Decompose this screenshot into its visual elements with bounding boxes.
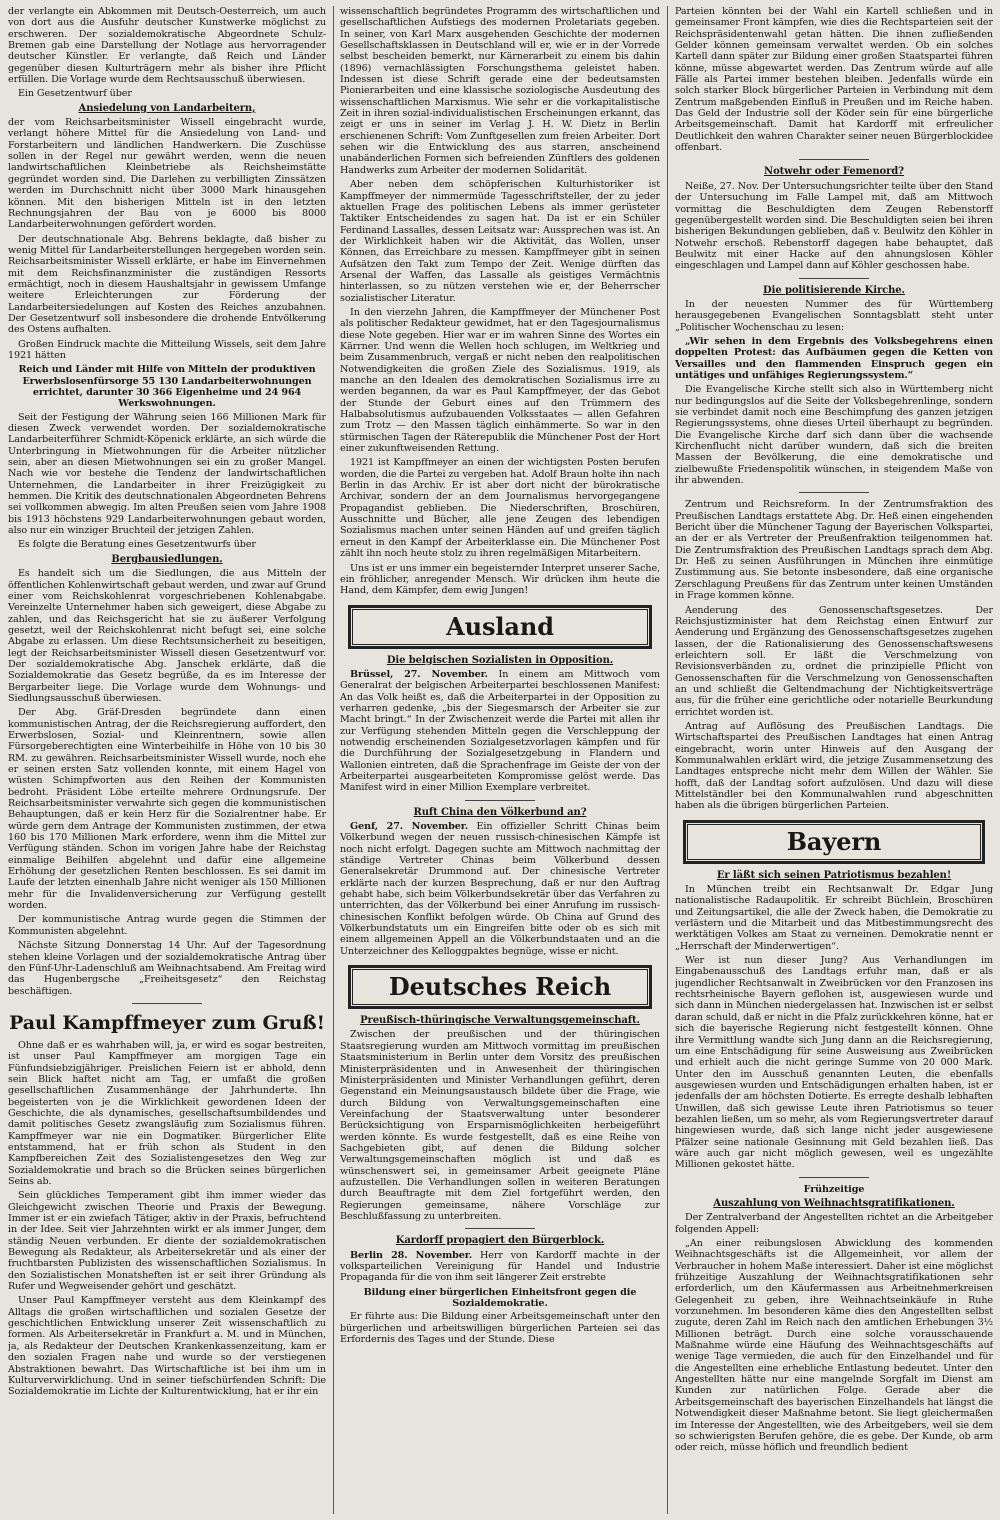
section-heading: Kardorff propagiert den Bürgerblock. — [395, 1235, 605, 1247]
paragraph: Es handelt sich um die Siedlungen, die aus Mitteln der öffentlichen Kohlenwirtschaft gebaut werden, und zwar auf Grund einer vom Reichskohlenrat vorgeschriebenen Kohlenabgabe. Vereinzelte Unternehmer haben sich geweigert, diese Abgabe zu zahlen, und das Reichsgericht hat sie zu äußerer Verfolgung gesetzt, weil der Reichskohlenrat nicht befugt sei, eine solche Abgabe zu erlassen. Um diese Rechtsunsicherheit zu beseitigen, legt der Reichsarbeitsminister Wissell diesen Gesetzentwurf vor. Der sozialdemokratische Abg. Janschek erklärte, daß die Sozialdemokratie das Gesetz begrüße, da es im Interesse der Bergarbeiter liege. Die Vorlage wurde dem Wohnungs- und Siedlungsausschuß überwiesen. — [8, 568, 326, 704]
section-heading: Bergbausiedlungen. — [111, 553, 223, 565]
paragraph: Unser Paul Kampffmeyer versteht aus dem Kleinkampf des Alltags die großen wirtschaftlichen und sozialen Gesetze der geschichtlichen Entwicklung unserer Zeit wissenschaftlich zu formen. Als Arbeitersekretär in Frankfurt a. M. und in München, ja, als Redakteur der Deutschen Krankenkassenzeitung, kam er den sozialen Fragen nahe und wurde so der verstiegenen Abstraktionen bewahrt. Das Wirtschaftliche ist bei ihm um in Kulturverwirklichung. Und in seiner tiefschürfenden Schrift: Die Sozialdemokratie im Lichte der Kulturentwicklung, hat er ihr ein — [8, 1295, 326, 1398]
section-heading: Notwehr oder Femenord? — [764, 166, 904, 178]
column-right — [675, 6, 993, 1514]
section-box-deutsches-reich: Deutsches Reich — [348, 965, 652, 1009]
column-rule — [333, 6, 334, 1514]
section-box-bayern: Bayern — [683, 820, 985, 864]
divider — [799, 1177, 869, 1178]
paragraph: Neiße, 27. Nov. Der Untersuchungsrichter teilte über den Stand der Untersuchung im Falle Lampel mit, daß am Mittwoch vormittag die Beschuldigten dem Zeugen Rebenstorff gegenübergestellt worden sind. Die Beschuldigten seien bei ihren bisherigen Bekundungen geblieben, daß v. Beulwitz den Köhler in Notwehr erschoß. Rebenstorff dagegen habe behauptet, daß Beulwitz mit einer Hacke auf den ahnungslosen Köhler eingeschlagen und Lampel dann auf Köhler geschossen habe. — [675, 180, 993, 272]
dateline: Berlin 28. November. — [350, 1249, 473, 1261]
paragraph: Der Zentralverband der Angestellten richtet an die Arbeitgeber folgenden Appell: — [675, 1212, 993, 1235]
section-box-ausland: Ausland — [348, 605, 652, 649]
paragraph: wissenschaftlich begründetes Programm des wirtschaftlichen und gesellschaftlichen Aufstiegs des modernen Proletariats gegeben. In seiner, von Karl Marx ausgehenden Geschichte der modernen Gesellschaftsklassen in Deutschland will er, wie er in der Vorrede selbst bescheiden bemerkt, nur Kärnerarbeit zu einem bis dahin (1896) vernachlässigten Forschungsthema geleistet haben. Indessen ist diese Schrift gerade eine der bedeutsamsten Pionierarbeiten und eine klassische soziologische Ausdeutung des wissenschaftlichen Marxismus. Wie sehr er die vorkapitalistische Zeit in ihren sozial-individualistischen Erscheinungen erkannt, das zeigt er uns in seiner im Verlag J. H. W. Dietz in Berlin erschienenen Schrift: Vom Zunftgesellen zum freien Arbeiter. Dort sehen wir die Entwicklung des aus starren, anscheinend unabänderlichen Formen sich befreienden Zünftlers des goldenen Handwerks zum Arbeiter der modernen Solidarität. — [340, 6, 660, 176]
paragraph: In einem am Mittwoch vom Generalrat der belgischen Arbeiterpartei beschlossenen Manifest: An das Volk heißt es, daß die Arbeiterpartei in der Opposition zu verharren gedenke, „bis der Siegesmarsch der Arbeiter sie zur Macht bringt.“ In der Zwischenzeit werde die Partei mit allen ihr zur Verfügung stehenden Mitteln gegen die Verschleppung der notwendig erscheinenden Sozialgesetzvorlagen kämpfen und für die Durchführung der Sozialgesetzgebung in Flandern und Wallonien eintreten, daß die Sprachenfrage im Geiste der von der Arbeiterpartei ausgearbeiteten Kompromisse gelöst werde. Das Manifest wird in einer Million Exemplare verbreitet. — [340, 668, 660, 794]
paragraph: Der deutschnationale Abg. Behrens beklagte, daß bisher zu wenig Mittel für Landarbeiterstellungen hergegeben worden sein. Reichsarbeitsminister Wissell erklärte, er habe im Einvernehmen mit dem Reichsfinanzminister die zuständigen Ressorts ermächtigt, noch in diesem Haushaltsjahr in gewissem Umfange weitere Erleichterungen zur Förderung der Landarbeitersiedelungen auf Kosten des Reiches anzubahnen. Der Gesetzentwurf soll insbesondere die drohende Entvölkerung des Ostens aufhalten. — [8, 233, 326, 336]
section-heading: Die politisierende Kirche. — [763, 284, 905, 296]
divider — [465, 800, 535, 801]
divider — [132, 1003, 202, 1004]
dateline: Genf, 27. November. — [350, 821, 469, 832]
highlight-statement: Reich und Länder mit Hilfe von Mitteln der produktiven Erwerbslosenfürsorge 55 130 Landarbeiterwohnungen errichtet, darunter 30 366 Eigenheime und 24 964 Werkswohnungen. — [18, 364, 316, 410]
paragraph: Großen Eindruck machte die Mitteilung Wissels, seit dem Jahre 1921 hätten — [8, 338, 326, 361]
paragraph: Zentrum und Reichsreform. In der Zentrumsfraktion des Preußischen Landtags erstattete Abg. Dr. Heß einen eingehenden Bericht über die Münchener Tagung der Bayerischen Volkspartei, an der er als Vertreter der Preußenfraktion teilgenommen hat. Die Zentrumsfraktion des Preußischen Landtags sprach dem Abg. Dr. Heß zu seinen Ausführungen in München ihre einmütige Zustimmung aus. Sie betonte insbesondere, daß eine organische Zerschlagung Preußens für das Zentrum unter keinen Umständen in Frage kommen könne. — [675, 499, 993, 602]
paragraph: Ein Gesetzentwurf über — [18, 88, 132, 100]
paragraph: Die Evangelische Kirche stellt sich also in Württemberg nicht nur bedingungslos auf die Seite der Volksbegehrenlinge, sondern sie verbindet damit noch eine Beschimpfung des ganzen jetzigen Regierungssystems, ohne dieses Urteil überhaupt zu begründen. Die Evangelische Kirche darf sich dann über die wachsende Kirchenflucht nicht darüber wundern, daß sich die breiten Massen der Bevölkerung, die eine demokratische und zielbewußte Friedenspolitik wünschen, in steigendem Maße von ihr abwenden. — [675, 384, 993, 487]
paragraph: Seit der Festigung der Währung seien 166 Millionen Mark für diesen Zweck verwendet worden. Der sozialdemokratische Landarbeiterführer Schmidt-Köpenick erklärte, an sich würde die Unterbringung in Mietwohnungen für die Arbeiter nützlicher sein, aber an diesen Mietwohnungen sei ein zu großer Mangel. Nach wie vor bestehe die Tendenz der landwirtschaftlichen Unternehmen, die Landarbeiter in ihrer Freizügigkeit zu hemmen. Die Kritik des deutschnationalen Abgeordneten Behrens sei vollkommen abwegig. Im alten Preußen seien vom Jahre 1908 bis 1913 höchstens 929 Landarbeiterwohnungen gebaut worden, also nur ein winziger Bruchteil der jetzigen Zahlen. — [8, 411, 326, 537]
paragraph: der vom Reichsarbeitsminister Wissell eingebracht wurde, verlangt höhere Mittel für die Ansiedelung von Land- und Forstarbeitern und ländlichen Handwerkern. Die Zuschüsse sollen in der Regel nur gewährt werden, wenn die neuen landwirtschaftlichen Kleinbetriebe als Reichsheimstätte gegründet worden sind. Die Darlehen zu verbilligten Zinssätzen werden im Durchschnitt nicht über 3000 Mark hinausgehen können. Mit den bisherigen Mitteln ist in den letzten Rechnungsjahren der Bau von je 6000 bis 8000 Landarbeiterwohnungen gefördert worden. — [8, 117, 326, 231]
divider — [799, 278, 869, 279]
column-middle — [340, 6, 660, 1514]
highlight-statement: Bildung einer bürgerlichen Einheitsfront gegen die Sozialdemokratie. — [363, 1286, 637, 1310]
paragraph: In den vierzehn Jahren, die Kampffmeyer der Münchener Post als politischer Redakteur gewidmet, hat er den Tagesjournalismus diese Note gegeben. Hier war er im wahren Sinne des Wortes ein Kärrner. Und wenn die Wellen hoch schlugen, im Weltkrieg und beim Zusammenbruch, vergaß er nicht neben den realpolitischen Notwendigkeiten die großen Ziele des Sozialismus. 1919, als manche an den Idealen des demokratischen Sozialismus irre zu werden begannen, da war es Paul Kampffmeyer, der das Gebot der Stunde der Geburt eines auf den Trümmern des Halbabsolutismus aufzubauenden Volksstaates — allen Gefahren zum Trotz — den Massen täglich einhämmerte. So war in den stürmischen Tagen der Räterepublik die Münchener Post der Hort einer zukunftweisenden Rettung. — [340, 306, 660, 455]
paragraph: Er führte aus: Die Bildung einer Arbeitsgemeinschaft unter den bürgerlichen und arbeitswilligen bürgerlichen Parteien sei das Erfordernis des Tages und der Stunde. Diese — [340, 1311, 660, 1346]
section-heading: Frühzeitige — [803, 1183, 865, 1195]
paragraph: Aenderung des Genossenschaftsgesetzes. Der Reichsjustizminister hat dem Reichstag einen Entwurf zur Aenderung und Ergänzung des Genossenschaftsgesetzes zugehen lassen, der die Rationalisierung des Genossenschaftswesens erleichtern soll. Er läßt die Verschmelzung von Revisionsverbänden zu, ordnet die prinzipielle Pflicht von Genossenschaften für die Verschmelzung von Genossenschaften an und schließt die Geltendmachung der Nichtigkeitsverträge aus, für die früher eine gerichtliche oder notarielle Beurkundung errichtet worden ist. — [675, 604, 993, 718]
paragraph: der verlangte ein Abkommen mit Deutsch-Oesterreich, um auch von dort aus die Ausfuhr deutscher Kunstwerke möglichst zu erschweren. Der sozialdemokratische Abgeordnete Schulz-Bremen gab eine Darstellung der Notlage aus hervorragender deutscher Künstler. Er verlangte, daß Reich und Länder gegenüber diesen Kulturträgern mehr als bisher ihre Pflicht erfüllen. Die Vorlage wurde dem Rechtsausschuß überwiesen. — [8, 6, 326, 86]
column-rule — [667, 6, 668, 1514]
paragraph: Ein offizieller Schritt Chinas beim Völkerbund wegen der neuen russisch-chinesischen Kämpfe ist noch nicht erfolgt. Dagegen suchte am Mittwoch nachmittag der ständige Vertreter Chinas beim Völkerbund dessen Generalsekretär Drummond auf. Der chinesische Vertreter erklärte nach der kurzen Besprechung, daß er nur den Auftrag gehabt habe, sich beim Völkerbundsekretär über das Verfahren zu unterrichten, das der Völkerbund bei einer Anrufung im russisch-chinesischen Konflikt befolgen würde. Ob China auf Grund des Völkerbundstatuts um ein Eingreifen bitte oder ob es sich mit einem allgemeinen Appell an die Völkerbundstaaten und an die Unterzeichner des Kelloggpaktes begnüge, wisse er nicht. — [340, 821, 660, 957]
paragraph: Zwischen der preußischen und der thüringischen Staatsregierung wurden am Mittwoch vormittag im preußischen Staatsministerium in Berlin unter dem Vorsitz des preußischen Ministerpräsidenten und in Anwesenheit der thüringischen Ministerpräsidenten und Minister Verhandlungen geführt, deren Gegenstand ein Meinungsaustausch bildete über die Frage, wie durch Bildung von Verwaltungsgemeinschaften eine Vereinfachung der Staatsverwaltung unter besonderer Berücksichtigung von Ersparnismöglichkeiten herbeigeführt werden könnte. Es wurde festgestellt, daß es eine Reihe von Sachgebieten gibt, auf denen die Bildung solcher Verwaltungsgemeinschaften möglich ist und daß es wünschenswert sei, in gemeinsamer Arbeit geeignete Pläne aufzustellen. Die Verhandlungen sollen in weiteren Beratungen durch Beauftragte mit dem Ziel fortgeführt werden, den Regierungen gemeinsame, nähere Vorschläge zur Beschlußfassung zu unterbreiten. — [340, 1029, 660, 1222]
paragraph: Parteien könnten bei der Wahl ein Kartell schließen und in gemeinsamer Front kämpfen, wie dies die Rechtsparteien seit der Reichspräsidentenwahl getan hätten. Die ihnen zufließenden Gelder können gemeinsam verwaltet werden. Ob ein solches Kartell dann später zur Bildung einer großen Staatspartei führen könne, müsse abgewartet werden. Das Zentrum würde auf alle Fälle als Partei immer bestehen bleiben. Jedenfalls würde ein solch starker Block bürgerlicher Parteien in Verbindung mit dem Zentrum maßgebenden Einfluß in Preußen und im Reiche haben. Das Geld der Industrie soll der Köder sein für eine bürgerliche Arbeitsgemeinschaft. Damit hat Kardorff mit erfreulicher Deutlichkeit den wahren Charakter seiner neuen Bürgerblockidee offenbart. — [675, 6, 993, 154]
paragraph: Nächste Sitzung Donnerstag 14 Uhr. Auf der Tagesordnung stehen kleine Vorlagen und der sozialdemokratische Antrag über den Fünf-Uhr-Ladenschluß am Weihnachtsabend. Am Freitag wird das Hugenbergsche „Freiheitsgesetz“ den Reichstag beschäftigen. — [8, 940, 326, 997]
paragraph: Antrag auf Auflösung des Preußischen Landtags. Die Wirtschaftspartei des Preußischen Landtages hat einen Antrag eingebracht, worin unter Hinweis auf den Ausgang der Kommunalwahlen erklärt wird, die jetzige Zusammensetzung des Landtages entspreche nicht mehr dem Willen der Wähler. Sie hofft, daß der Landtag sofort aufzulösen. Und dazu will diese Mittelständler bei den Kommunalwahlen rund abgeschnitten haben als die übrigen bürgerlichen Parteien. — [675, 720, 993, 812]
divider — [799, 492, 869, 493]
paragraph: 1921 ist Kampffmeyer an einen der wichtigsten Posten berufen worden, die die Partei zu vergeben hat. Adolf Braun holte ihn nach Berlin in das Archiv. Er ist aber dort nicht der bürokratische Archivar, sondern der an dem Journalismus hervorgegangene Propagandist geblieben. Die Niederschriften, Broschüren, Ausschnitte und Bücher, alle jene Zeugen des lebendigen Sozialismus machen unter seinen Händen auf und greifen täglich erneut in den Kampf der Arbeiterklasse ein. Die Münchener Post zählt ihn noch heute stolz zu ihren regelmäßigen Mitarbeitern. — [340, 457, 660, 560]
divider — [465, 1228, 535, 1229]
paragraph: „An einer reibungslosen Abwicklung des kommenden Weihnachtsgeschäfts ist die Allgemeinheit, vor allem der Verbraucher in hohem Maße interessiert. Daher ist eine möglichst frühzeitige Auszahlung der Weihnachtsgratifikationen sehr erforderlich, um den Käufermassen aus Arbeitnehmerkreisen Gelegenheit zu geben, ihre Weihnachtseinkäufe in Ruhe vorzunehmen. Im besonderen käme dies den Angestellten selbst zugute, deren Zahl im Reich nach den amtlichen Erhebungen 3½ Millionen beträgt. Durch eine solche vorausschauende Maßnahme würde eine Häufung des Weihnachtsgeschäfts auf wenige Tage vermieden, die auch für den Einzelhandel und für die Angestellten eine erhebliche Entlastung bedeutet. Unter den Angestellten hätte nur eine mangelnde Sorgfalt im Dienst am Kunden zur natürlichen Folge. Gerade aber die Arbeitsgemeinschaft des bayerischen Einzelhandels hat längst die Notwendigkeit dieser Maßnahme betont. Sie liegt gleichermaßen im Interesse der Angestellten, wie des Arbeitgebers, weil sie dem so schwierigsten Berufen gehöre, die es gebe. Der Kunde, ob arm oder reich, müsse höflich und freundlich bedient — [675, 1238, 993, 1454]
paragraph: Es folgte die Beratung eines Gesetzentwurfs über — [18, 539, 256, 551]
section-heading: Auszahlung von Weihnachtsgratifikationen. — [713, 1197, 955, 1209]
section-heading: Er läßt sich seinen Patriotismus bezahlen! — [716, 869, 952, 881]
column-left — [8, 6, 326, 1514]
paragraph: Ohne daß er es wahrhaben will, ja, er wird es sogar bestreiten, ist unser Paul Kampffmeyer am morgigen Tage ein Fünfundsiebzigjähriger. Preislichen Feiern ist er abhold, denn sein Blick haftet nicht am Tag, er umfaßt die großen gesellschaftlichen Zusammenhänge der Jahrhunderte. Ihn begeisterten von je die Wirklichkeit gewordenen Ideen der Geschichte, die als dynamisches, gesellschaftsumbildendes und damit politisches Gesetz zwangsläufig zum Sozialismus führen. Kampffmeyer war nie ein Dogmatiker. Bürgerlicher Elite entstammend, hat er früh schon als Student in den Kampfbereichen Zeit des Sozialistengesetzes den Weg zur Sozialdemokratie und brach so die Brücken seines bürgerlichen Seins ab. — [8, 1039, 326, 1187]
divider — [799, 159, 869, 160]
quote: „Wir sehen in dem Ergebnis des Volksbegehrens einen doppelten Protest: das Aufbäumen gegen die Ketten von Versailles und den flammenden Einspruch gegen ein untätiges und unfähiges Regierungssystem.“ — [675, 335, 993, 381]
section-heading: Ansiedelung von Landarbeitern, — [78, 102, 256, 114]
paragraph: Wer ist nun dieser Jung? Aus Verhandlungen im Eingabenausschuß des Landtags erfuhr man, daß er als jugendlicher Rechtsanwalt in Zweibrücken vor den Franzosen ins rechtsrheinische Bayern geflohen ist, ausgewiesen wurde und sich dann in München niedergelassen hat. Inzwischen ist er selbst daran schuld, daß er nicht in die Pfalz zurückkehren könne, hat er sich die bayerische Regierung nicht festgestellt können. Ohne ihre Vermittlung wandte sich Jung dann an die Reichsregierung, um eine Entschädigung für seine Ausweisung aus Zweibrücken und erhielt auch die nicht geringe Summe von 20 000 Mark. Unter den im Ausschuß genannten Leuten, die ebenfalls ausgewiesen wurden und Entschädigungen erhalten haben, ist er jedenfalls der am höchsten Dotierte. Es erregte deshalb lebhaften Unwillen, daß sich gewisse Leute ihren Patriotismus so teuer bezahlen ließen, um so mehr, als vom Regierungsvertreter darauf hingewiesen wurde, daß sich lange nicht jeder ausgewiesene Pfälzer seine nationale Gesinnung mit Geld bezahlen ließ. Das wäre auch gar nicht möglich gewesen, weil es ungezählte Millionen gekostet hätte. — [675, 955, 993, 1171]
article-headline: Paul Kampffmeyer zum Gruß! — [9, 1011, 325, 1034]
paragraph: Herr von Kardorff machte in der volksparteilichen Vereinigung für Handel und Industrie Propaganda für die von ihm seit längerer Zeit erstrebte — [340, 1249, 660, 1284]
section-heading: Die belgischen Sozialisten in Opposition. — [386, 654, 614, 666]
section-heading: Preußisch-thüringische Verwaltungsgemeinschaft. — [360, 1015, 640, 1027]
dateline: Brüssel, 27. November. — [350, 668, 488, 680]
paragraph: Sein glückliches Temperament gibt ihm immer wieder das Gleichgewicht zwischen Theorie und Praxis der Bewegung. Immer ist er ein zwiefach Tätiger, aktiv in der Praxis, befruchtend in der Idee. Seit vier Jahrzehnten wirkt er als immer Junger, dem ständig Neuen verbunden. Er diente der sozialdemokratischen Bewegung als Redakteur, als Arbeitersekretär und als einer der fruchtbarsten Publizisten des wissenschaftlichen Sozialismus. In den Sozialistischen Monatsheften ist er seit ihrer Gründung als Rufer und Wegweisender gehört und geschätzt. — [8, 1190, 326, 1293]
section-heading: Ruft China den Völkerbund an? — [413, 806, 587, 818]
paragraph: Aber neben dem schöpferischen Kulturhistoriker ist Kampffmeyer der nimmermüde Tagesschriftsteller, der zu jeder aktuellen Frage des politischen Lebens als immer gerüsteter Taktiker Entscheidendes zu sagen hat. Da ist er ein Schüler Ferdinand Lassalles, dessen Leitsatz war: Aussprechen was ist. An der Wirklichkeit haben wir die Aktivität, das Wollen, unser Können, das Erreichbare zu messen. Kampffmeyer gibt in seinen Aufsätzen den Takt zum Tempo der Zeit. Wenige dürften das Arsenal der Waffen, das Lassalle als geistiges Vermächtnis hinterlassen, so zu nützen verstehen wie er, der Beherrscher sozialistischer Literatur. — [340, 179, 660, 304]
paragraph: In der neuesten Nummer des für Württemberg herausgegebenen Evangelischen Sonntagsblatt steht unter „Politischer Wochenschau zu lesen: — [675, 298, 993, 333]
paragraph: In München treibt ein Rechtsanwalt Dr. Edgar Jung nationalistische Radaupolitik. Er schreibt Büchlein, Broschüren und Zeitungsartikel, die alle der Zweck haben, die Demokratie zu verlästern und die Mitarbeit und das Mitbestimmungsrecht des werktätigen Volkes am Staat zu verneinen. Demokratie nennt er „Herrschaft der Minderwertigen“. — [675, 884, 993, 952]
paragraph: Der kommunistische Antrag wurde gegen die Stimmen der Kommunisten abgelehnt. — [8, 914, 326, 937]
paragraph: Der Abg. Gräf-Dresden begründete dann einen kommunistischen Antrag, der die Reichsregierung auffordert, den Erwerbslosen, Sozial- und Kleinrentnern, sowie allen Fürsorgeberechtigten eine Winterbeihilfe in Höhe von 10 bis 30 RM. zu gewähren. Reichsarbeitsminister Wissell wurde, noch ehe er seinen ersten Satz vollenden konnte, mit einem Hagel von wüsten Schimpfworten aus den Reihen der Kommunisten bedroht. Präsident Löbe erteilte mehrere Ordnungsrufe. Der Reichsarbeitsminister verwahrte sich gegen die kommunistischen Behauptungen, daß er kein Herz für die Sozialrentner habe. Er würde gern dem Antrage der Kommunisten zustimmen, der etwa 160 bis 170 Millionen Mark erfordere, wenn ihm die Mittel zur Verfügung ständen. Schon im vorigen Jahre habe der Reichstag einmalige Beihilfen abgelehnt und dafür eine allgemeine Erhöhung der gesetzlichen Renten beschlossen. Es sei damit im Laufe der letzten einenhalb Jahre nicht weniger als 150 Millionen mehr für die Invalidenversicherung zur Verfügung gestellt worden. — [8, 707, 326, 912]
paragraph: Uns ist er uns immer ein begeisternder Interpret unserer Sache, ein fröhlicher, anregender Mensch. Wir drücken ihm heute die Hand, dem Kämpfer, dem ewig Jungen! — [340, 562, 660, 597]
